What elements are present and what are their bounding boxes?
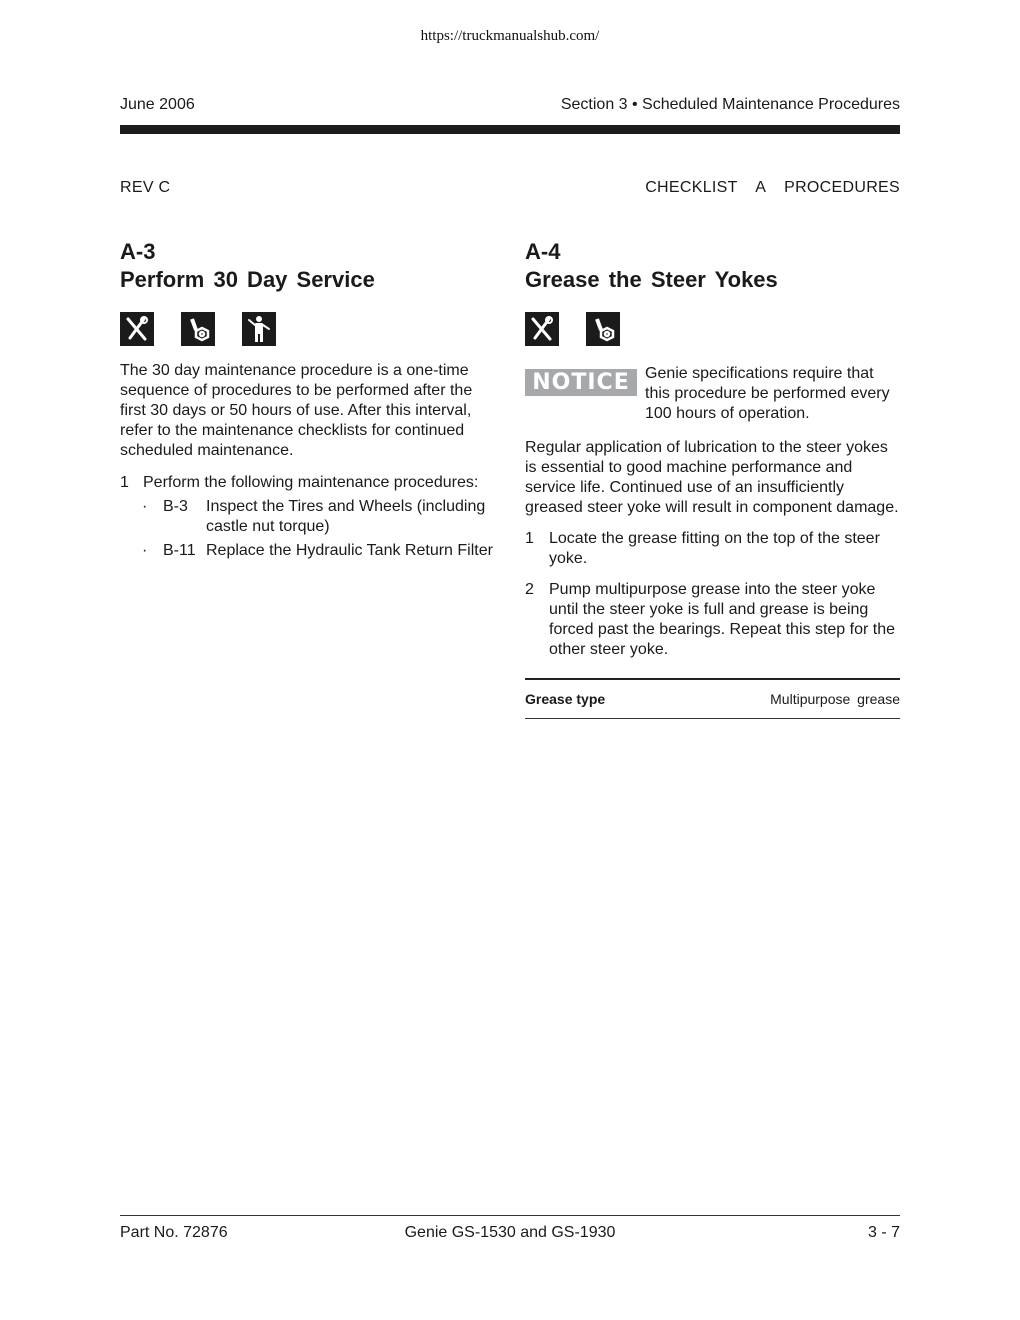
- bullet-dot: ·: [142, 542, 148, 559]
- spec-table-row: [525, 678, 900, 719]
- notice-block: [525, 364, 900, 424]
- tools-icon: [120, 312, 154, 346]
- tools-icon: [525, 312, 559, 346]
- procedure-step: [120, 473, 495, 493]
- section-number: A-3: [120, 239, 156, 264]
- notice-label: NOTICE: [525, 369, 637, 396]
- spec-label: Grease type: [525, 691, 606, 707]
- intro-paragraph: Regular application of lubrication to the steer yokes is essential to good machine performance and service life. Continued use of an insufficiently greased steer yoke will result in component damage.: [525, 439, 899, 516]
- procedure-text: Inspect the Tires and Wheels (including castle nut torque): [206, 498, 486, 535]
- header-rule: [120, 125, 900, 134]
- list-item: [120, 497, 495, 537]
- page-number: 3 - 7: [867, 1224, 900, 1241]
- technician-icon: [242, 312, 276, 346]
- procedure-step: [525, 529, 900, 569]
- source-url: https://truckmanualshub.com/: [420, 28, 600, 44]
- section-a3: [120, 238, 495, 561]
- procedure-step: [525, 580, 900, 660]
- icon-row: [525, 312, 900, 347]
- spec-value: Multipurpose grease: [770, 691, 900, 707]
- step-number: 1: [525, 530, 534, 547]
- header-date: June 2006: [120, 96, 195, 113]
- step-text: Pump multipurpose grease into the steer yoke until the steer yoke is full and grease is being forced past the bearings. Repeat this step for the other steer yoke.: [549, 581, 895, 658]
- intro-paragraph: The 30 day maintenance procedure is a one-time sequence of procedures to be performed after the first 30 days or 50 hours of use. After this interval, refer to the maintenance checklists for continued scheduled maintenance.: [120, 362, 473, 459]
- section-a4: [525, 238, 900, 719]
- section-number: A-4: [525, 239, 561, 264]
- part-number: Part No. 72876: [120, 1224, 228, 1241]
- procedure-code: B-3: [163, 498, 188, 515]
- icon-row: [120, 312, 495, 347]
- procedure-code: B-11: [163, 542, 196, 559]
- checklist-label: CHECKLIST A PROCEDURES: [645, 179, 900, 196]
- procedure-text: Replace the Hydraulic Tank Return Filter: [206, 542, 493, 559]
- bolt-nut-icon: [586, 312, 620, 346]
- notice-text: Genie specifications require that this procedure be performed every 100 hours of operation.: [645, 365, 890, 422]
- revision-label: REV C: [120, 179, 171, 196]
- step-number: 2: [525, 581, 534, 598]
- header-section: Section 3 • Scheduled Maintenance Procedures: [560, 96, 900, 113]
- section-title: Perform 30 Day Service: [120, 267, 375, 292]
- section-title: Grease the Steer Yokes: [525, 267, 778, 292]
- step-text: Perform the following maintenance procedures:: [143, 474, 479, 491]
- model-name: Genie GS-1530 and GS-1930: [404, 1224, 616, 1241]
- bullet-dot: ·: [142, 498, 148, 515]
- step-number: 1: [120, 474, 129, 491]
- bolt-nut-icon: [181, 312, 215, 346]
- footer-rule: [120, 1215, 900, 1216]
- step-text: Locate the grease fitting on the top of the steer yoke.: [549, 530, 880, 567]
- list-item: [120, 541, 495, 561]
